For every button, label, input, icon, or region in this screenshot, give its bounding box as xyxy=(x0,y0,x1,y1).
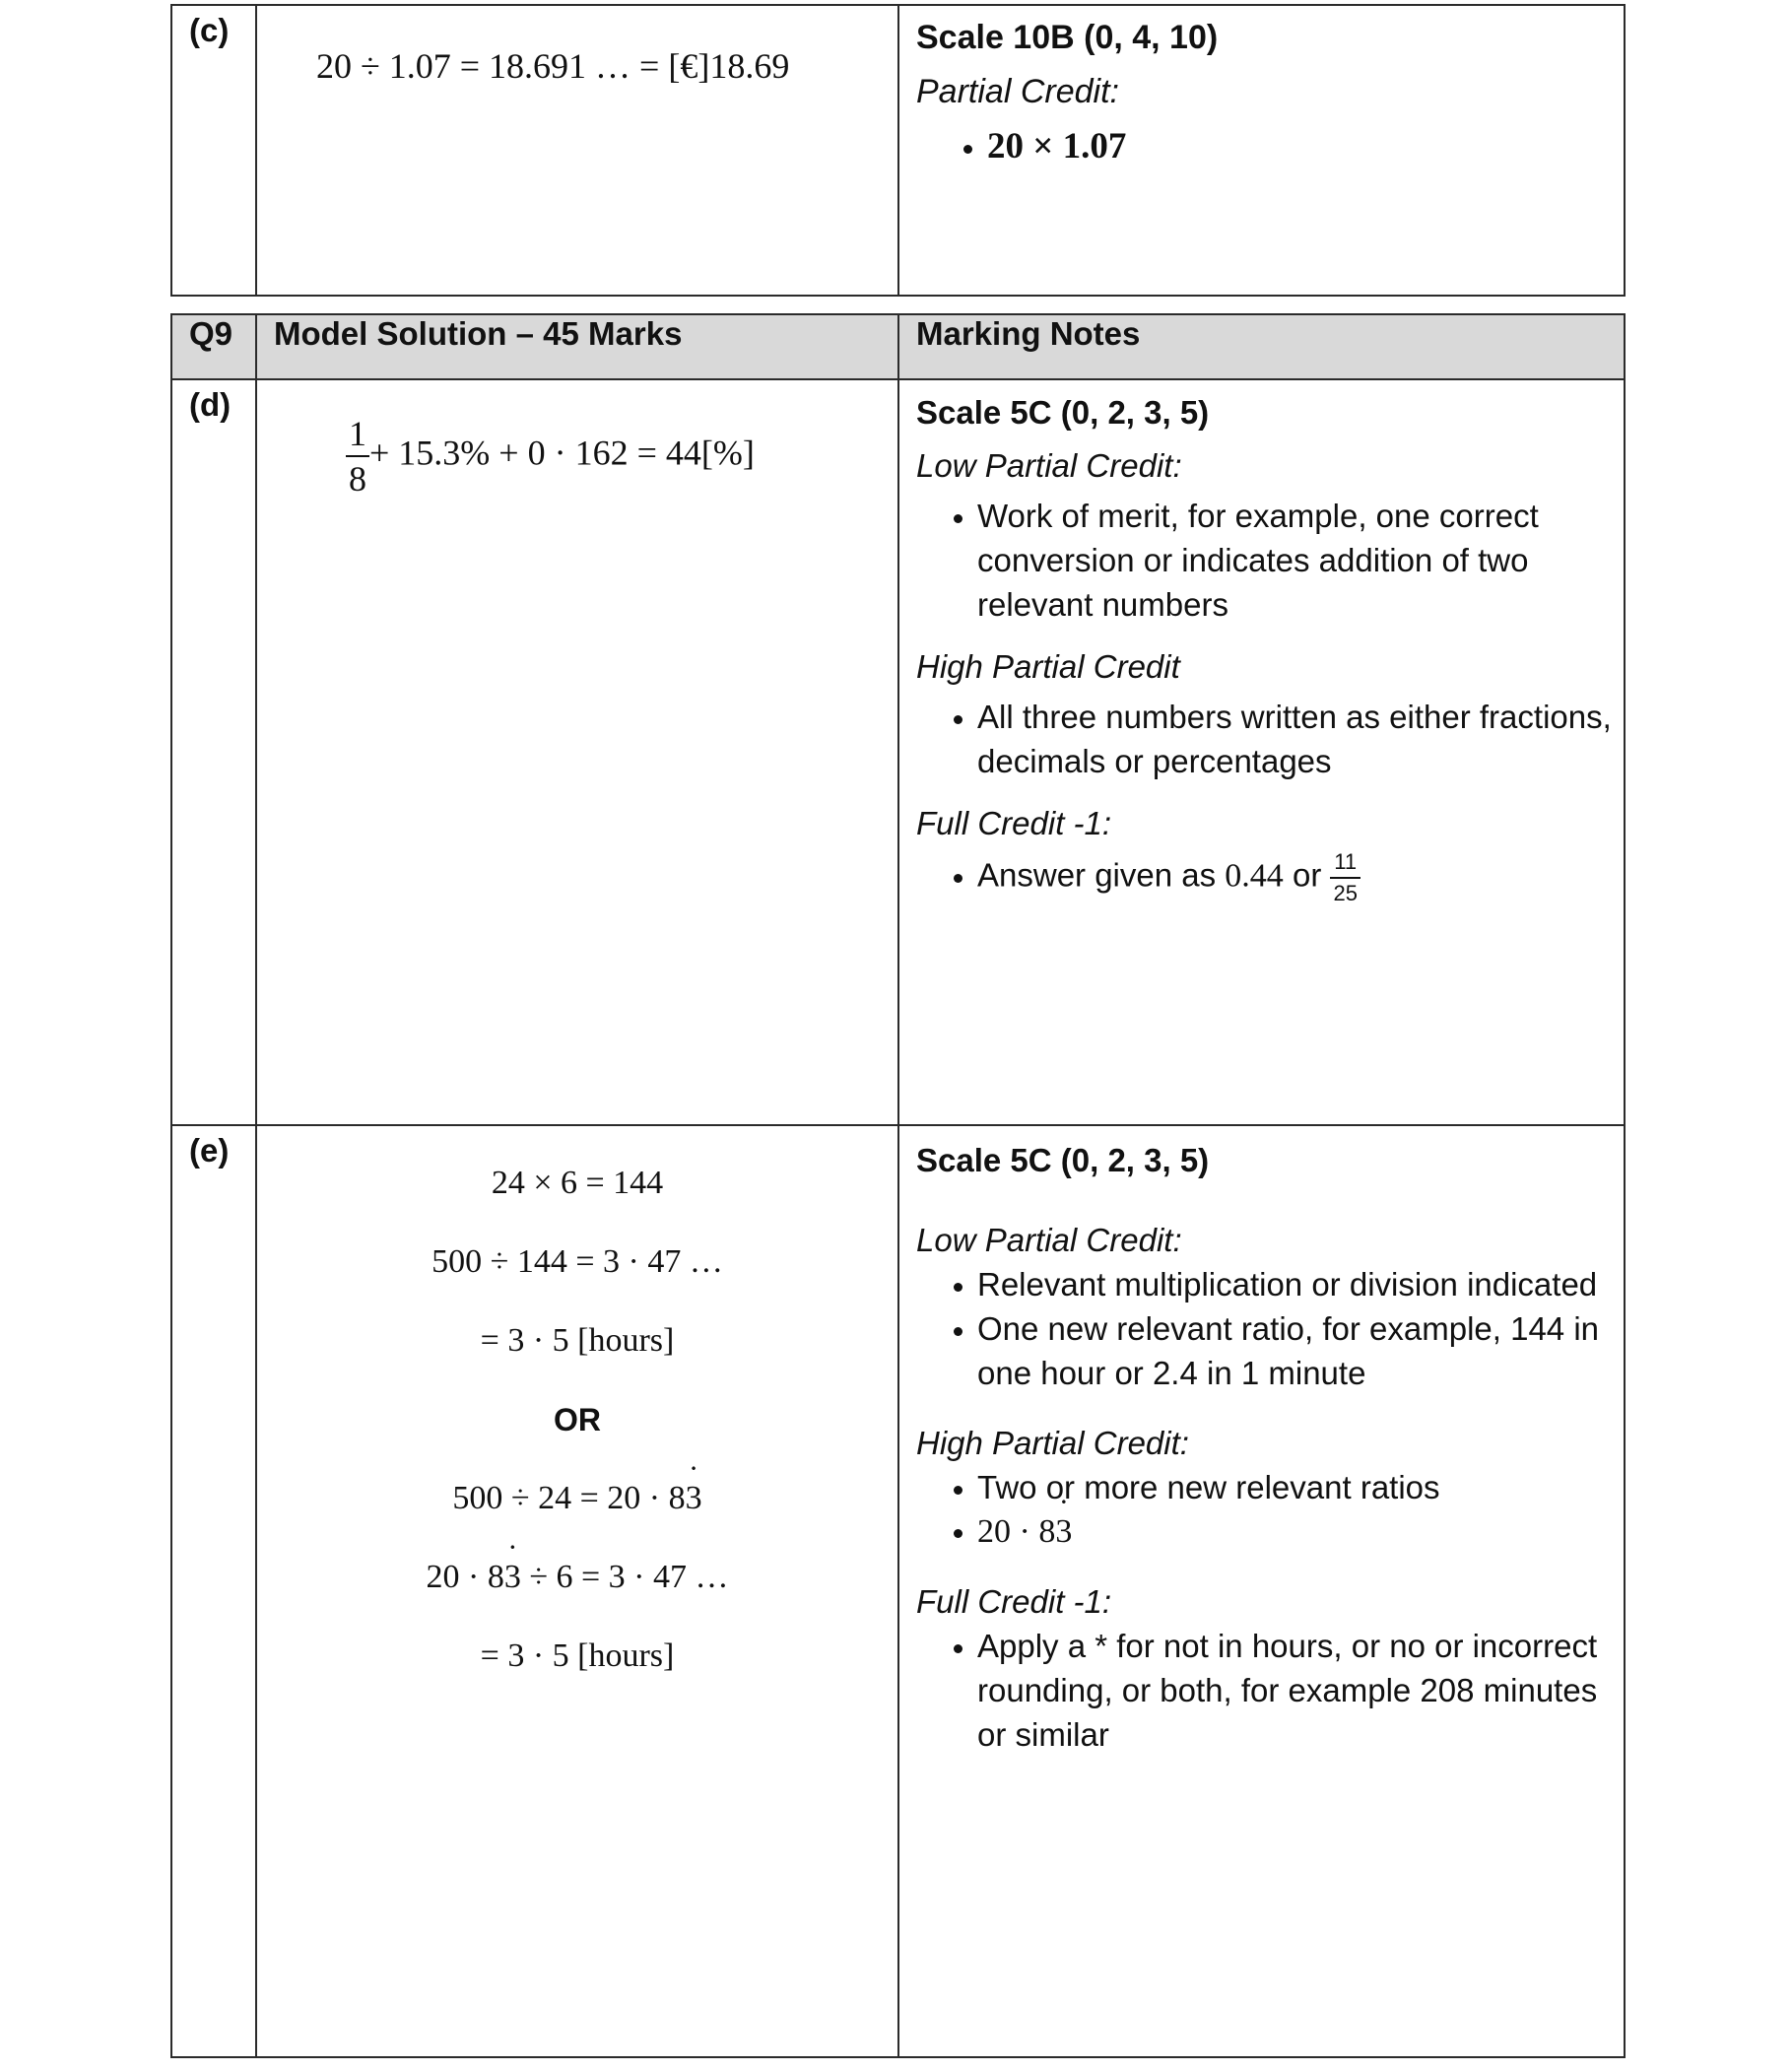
part-e-high-item xyxy=(977,1509,1624,1554)
part-c-solution: 20 ÷ 1.07 = 18.691 … = [€]18.69 xyxy=(316,46,790,86)
part-d-high-item: • All three numbers written as either fractions, decimals or percentages xyxy=(977,695,1624,783)
part-e-solution-cell xyxy=(256,1125,898,2057)
part-d-label-cell xyxy=(171,379,256,1125)
part-d-row xyxy=(171,379,1625,1125)
part-e-full-label: Full Credit -1: xyxy=(916,1583,1112,1620)
part-e-label: (e) xyxy=(189,1132,230,1169)
part-d-full-item xyxy=(977,851,1624,904)
line-5-rest: ÷ 6 = 3 · 47 … xyxy=(520,1559,729,1595)
fraction-numerator: 1 xyxy=(346,416,369,457)
full-item-value: 0.44 xyxy=(1225,857,1284,895)
part-d-low-item: • Work of merit, for example, one correct conversion or indicates addition of two relevant numbers xyxy=(977,494,1624,627)
part-c-notes-cell xyxy=(898,5,1625,296)
model-solution-header: Model Solution – 45 Marks xyxy=(256,314,898,379)
part-e-line-1: 24 × 6 = 144 xyxy=(491,1165,664,1201)
part-d-solution-cell xyxy=(256,379,898,1125)
part-d-low-label: Low Partial Credit: xyxy=(916,447,1182,484)
part-e-low-item: • One new relevant ratio, for example, 144 in one hour or 2.4 in 1 minute xyxy=(977,1306,1624,1395)
part-e-low-label: Low Partial Credit: xyxy=(916,1222,1182,1258)
recurring-digit: 3 ˙ xyxy=(1055,1509,1072,1554)
part-c-partial-item: • 20 × 1.07 xyxy=(987,124,1624,168)
part-d-notes-cell xyxy=(898,379,1625,1125)
part-e-high-item: • Two or more new relevant ratios xyxy=(977,1465,1624,1509)
q9-header-row xyxy=(171,314,1625,379)
part-d-high-label: High Partial Credit xyxy=(916,648,1180,685)
part-d-label: (d) xyxy=(189,386,232,423)
part-c-solution-cell xyxy=(256,5,898,296)
part-e-notes-cell xyxy=(898,1125,1625,2057)
part-e-full-item: • Apply a * for not in hours, or no or incorrect rounding, or both, for example 208 minutes or similar xyxy=(977,1624,1624,1757)
part-e-line-3: = 3 · 5 [hours] xyxy=(480,1322,675,1359)
part-e-solution xyxy=(257,1126,897,1696)
marking-notes-header: Marking Notes xyxy=(898,314,1625,379)
part-e-row xyxy=(171,1125,1625,2057)
part-e-high-list xyxy=(916,1465,1624,1554)
part-d-scale: Scale 5C (0, 2, 3, 5) xyxy=(916,394,1210,431)
line-5-text: 20 · 8 xyxy=(426,1559,504,1595)
q9-table xyxy=(170,313,1626,2058)
part-e-high-label: High Partial Credit: xyxy=(916,1425,1189,1461)
part-e-scale: Scale 5C (0, 2, 3, 5) xyxy=(916,1142,1210,1178)
recurring-digit: 3 ˙ xyxy=(686,1459,702,1538)
high-item-2-text: 20 · 8 xyxy=(977,1513,1056,1550)
part-e-label-cell xyxy=(171,1125,256,2057)
line-4-text: 500 ÷ 24 = 20 · 8 xyxy=(452,1480,686,1516)
fraction-numerator: 11 xyxy=(1330,851,1360,879)
part-c-scale: Scale 10B (0, 4, 10) xyxy=(916,19,1219,56)
part-e-line-5 xyxy=(257,1538,897,1617)
one-eighth-fraction xyxy=(346,416,369,497)
fraction-denominator: 25 xyxy=(1333,881,1358,905)
part-c-label-cell xyxy=(171,5,256,296)
part-c-table xyxy=(170,4,1626,297)
part-c-partial-label: Partial Credit: xyxy=(916,73,1119,110)
part-c-label: (c) xyxy=(189,12,230,48)
eleven-twentyfifths-fraction xyxy=(1330,851,1360,904)
part-d-full-label: Full Credit -1: xyxy=(916,805,1112,841)
recurring-digit: 3 ˙ xyxy=(504,1538,521,1617)
part-d-solution xyxy=(257,380,897,497)
fraction-denominator: 8 xyxy=(349,459,366,499)
part-e-line-6: = 3 · 5 [hours] xyxy=(480,1637,675,1674)
part-e-or: OR xyxy=(554,1402,601,1437)
full-item-or: or xyxy=(1292,856,1322,894)
q9-header-number: Q9 xyxy=(171,314,256,379)
full-item-text: Answer given as xyxy=(977,856,1217,894)
part-e-low-item: • Relevant multiplication or division indicated xyxy=(977,1262,1624,1306)
part-e-line-4 xyxy=(257,1459,897,1538)
part-d-solution-rest: + 15.3% + 0 · 162 = 44[%] xyxy=(369,433,755,473)
part-e-low-list xyxy=(916,1262,1624,1395)
part-e-line-2: 500 ÷ 144 = 3 · 47 … xyxy=(431,1243,723,1280)
